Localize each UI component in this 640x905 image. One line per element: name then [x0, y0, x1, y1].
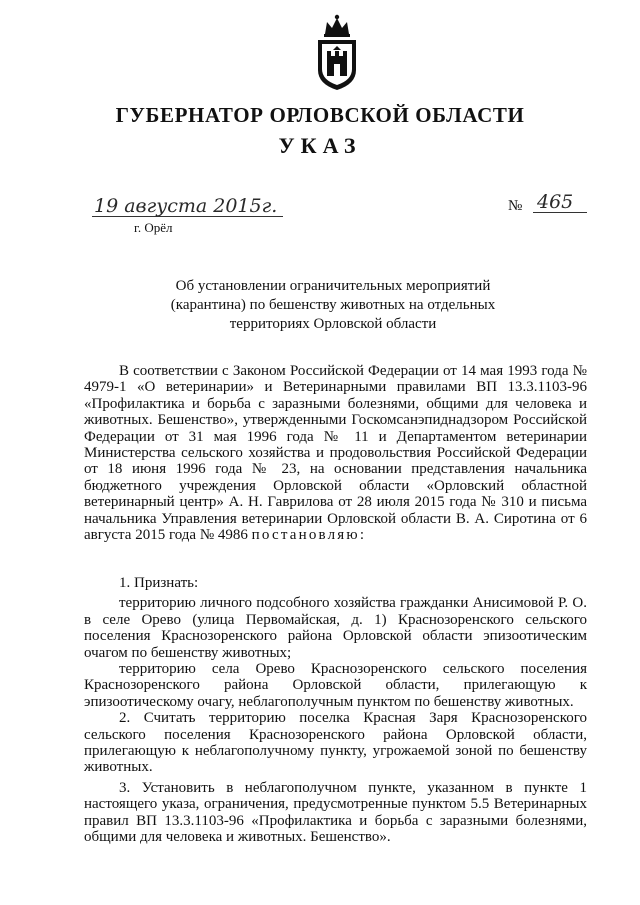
handwritten-date: 19 августа 2015г.	[92, 196, 283, 217]
number-label: №	[508, 198, 523, 214]
item-1-subitem-2: территорию села Орево Краснозоренского сельского поселения Краснозоренского района Орловской области, прилегающую к эпизоотическому очагу, неблагополучным пунктом по бешенству животных.	[84, 661, 587, 710]
decree-word: постановляю:	[251, 527, 367, 544]
item-3: 3. Установить в неблагополучном пункте, указанном в пункте 1 настоящего указа, ограничения, предусмотренные пунктом 5.5 Ветеринарных правил ВП 13.3.1103-96 «Профилактика и борьба с заразными болезнями, общими для человека и животных. Бешенство».	[84, 779, 587, 846]
decree-items	[84, 575, 587, 846]
handwritten-number: 465	[533, 192, 587, 213]
coat-of-arms-icon	[313, 12, 361, 92]
authority-title: ГУБЕРНАТОР ОРЛОВСКОЙ ОБЛАСТИ	[115, 103, 525, 127]
city-label: г. Орёл	[134, 220, 173, 235]
preamble-paragraph	[84, 363, 587, 543]
preamble-text: В соответствии с Законом Российской Федерации от 14 мая 1993 года № 4979-1 «О ветеринарии» и Ветеринарными правилами ВП 13.3.1103-96 «Профилактика и борьба с заразными болезнями, общими для человека и животных. Бешенство», утвержденными Госкомсанэпиднадзором Российской Федерации от 31 мая 1996 года № 11 и Департаментом ветеринарии Министерства сельского хозяйства и продовольствия Российской Федерации от 18 июня 1996 года № 23, на основании представления начальника бюджетного учреждения Орловской области «Орловский областной ветеринарный центр» А. Н. Гаврилова от 28 июля 2015 года № 310 и письма начальника Управления ветеринарии Орловской области В. А. Сиротина от 6 августа 2015 года № 4986	[84, 363, 587, 544]
item-1-title: 1. Признать:	[119, 575, 199, 591]
document-type-title: УКАЗ	[278, 133, 362, 158]
decree-subject: Об установлении ограничительных мероприятий (карантина) по бешенству животных на отдельных территориях Орловской области	[170, 278, 496, 332]
item-1-subitem-1: территорию личного подсобного хозяйства гражданки Анисимовой Р. О. в селе Орево (улица Первомайская, д. 1) Краснозоренского сельского поселения Краснозоренского района Орловской области эпизоотическим очагом по бешенству животных;	[84, 595, 587, 661]
item-2: 2. Считать территорию поселка Красная Заря Краснозоренского сельского поселения Краснозоренского района Орловской области, прилегающую к неблагополучному пункту, угрожаемой зоной по бешенству животных.	[84, 710, 587, 776]
